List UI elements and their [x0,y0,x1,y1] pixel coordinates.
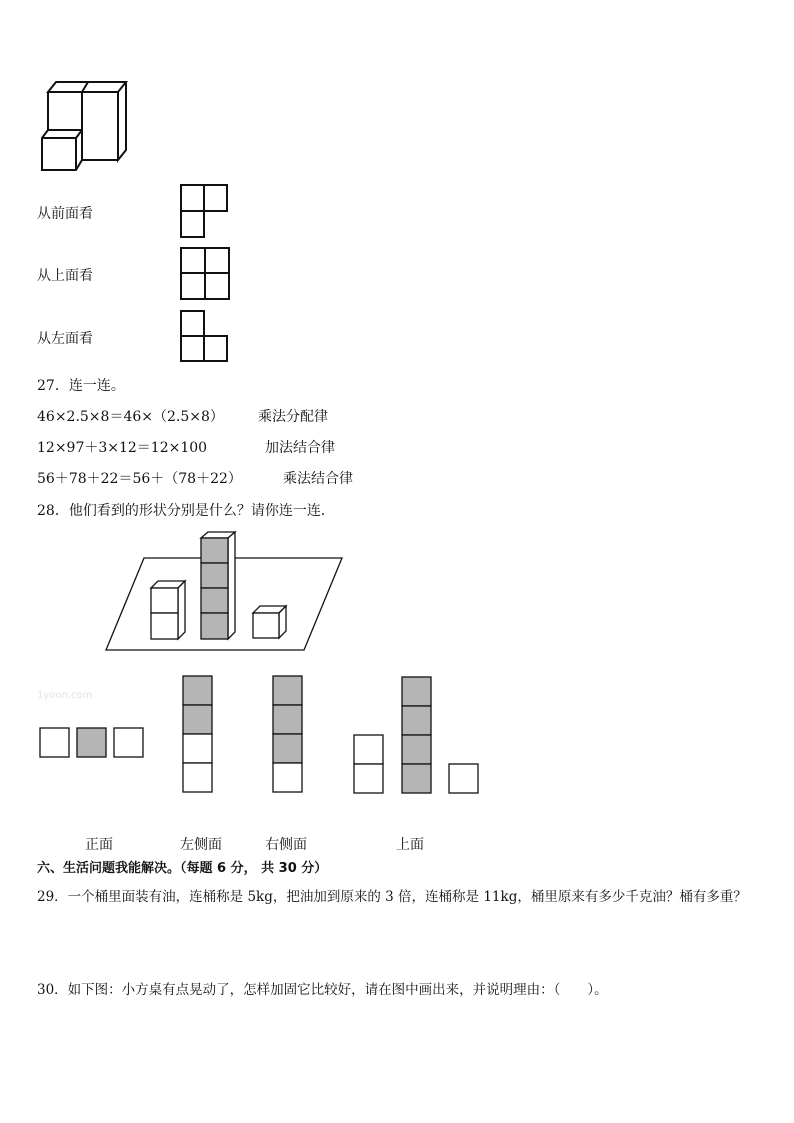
label-right-side: 右侧面 [265,837,307,853]
q27-expr-3: 56＋78＋22＝56＋（78＋22） [37,471,242,487]
cube-stack-figure [38,80,133,175]
q27-law-2: 加法结合律 [265,440,335,456]
label-top: 上面 [396,837,424,853]
q27-law-3: 乘法结合律 [283,471,353,487]
front-view-label: 从前面看 [37,206,93,222]
q30-text: 30．如下图：小方桌有点晃动了，怎样加固它比较好，请在图中画出来，并说明理由：（ ）。 [37,982,608,998]
option-front-shape [39,727,145,759]
q29-text: 29．一个桶里面装有油，连桶称是 5kg，把油加到原来的 3 倍，连桶称是 11kg，桶里原来有多少千克油？桶有多重？ [37,889,747,905]
left-view-label: 从左面看 [37,331,93,347]
front-view-shape [180,184,230,238]
label-front: 正面 [85,837,113,853]
section-6-heading: 六、生活问题我能解决。（每题 6 分， 共 30 分） [37,861,328,876]
q27-law-1: 乘法分配律 [258,409,328,425]
watermark: 1yoon.com [37,690,93,701]
option-left-side-shape [182,675,214,794]
left-view-shape [180,310,230,364]
cube-towers-figure [104,530,346,655]
option-top-shape [353,676,481,795]
q27-expr-1: 46×2.5×8＝46×（2.5×8） [37,409,224,425]
q28-title: 28．他们看到的形状分别是什么？请你连一连． [37,503,335,519]
option-right-side-shape [272,675,304,794]
label-left-side: 左侧面 [180,837,222,853]
q27-expr-2: 12×97＋3×12＝12×100 [37,440,208,456]
top-view-label: 从上面看 [37,268,93,284]
q27-title: 27．连一连。 [37,378,125,394]
top-view-shape [180,247,232,301]
